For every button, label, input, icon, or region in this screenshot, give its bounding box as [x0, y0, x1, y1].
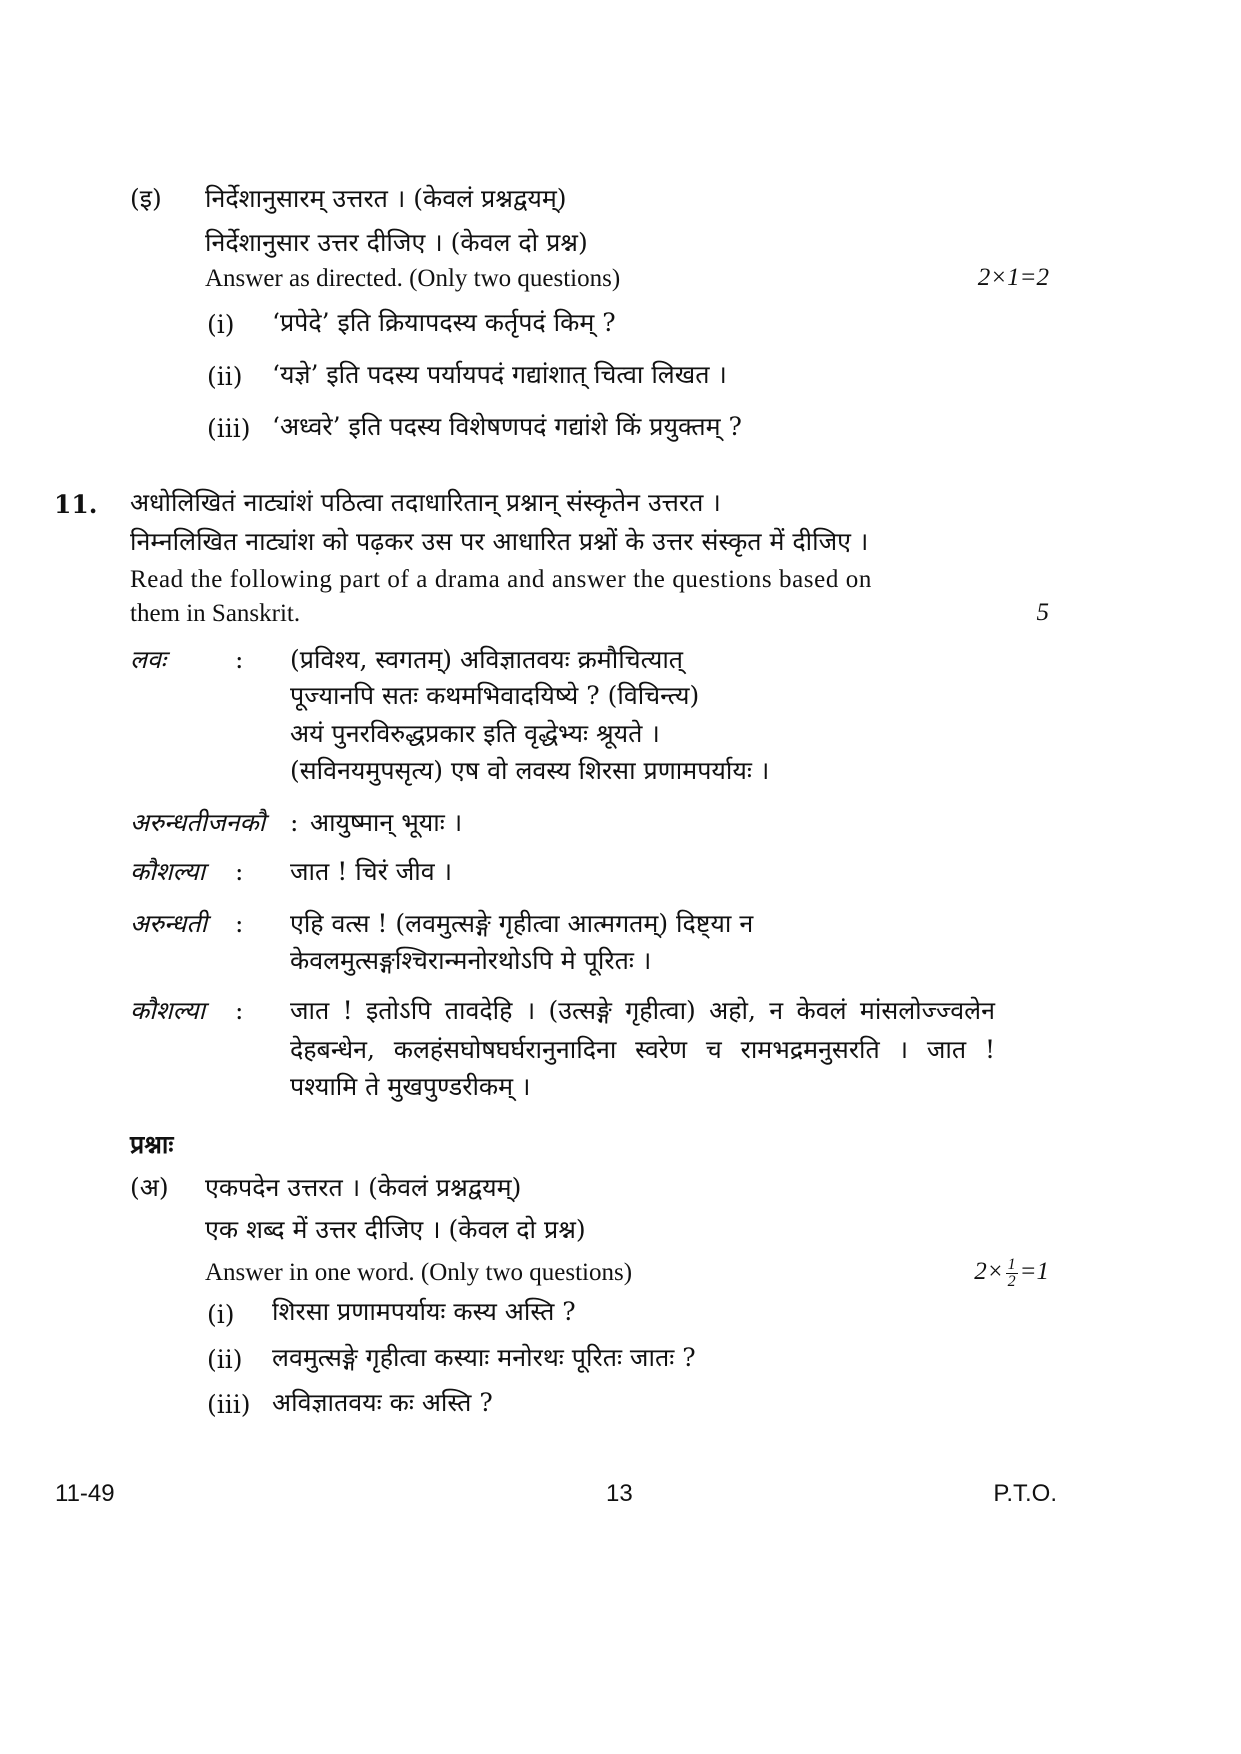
speaker-name: अरुन्धतीजनकौ: [130, 808, 266, 837]
q11-instruction-sanskrit: अधोलिखितं नाट्यांशं पठित्वा तदाधारितान् प्रश्नान् संस्कृतेन उत्तरत ।: [130, 488, 721, 517]
dialogue-line: पश्यामि ते मुखपुण्डरीकम् ।: [290, 1072, 531, 1101]
part-a-instruction-sanskrit: एकपदेन उत्तरत । (केवलं प्रश्नद्वयम्): [205, 1173, 522, 1202]
speaker-name: कौशल्या: [130, 857, 206, 886]
q10e-instruction-english: Answer as directed. (Only two questions): [205, 265, 621, 292]
q10e-instruction-hindi: निर्देशानुसार उत्तर दीजिए । (केवल दो प्रश्न): [205, 228, 588, 257]
dialogue-line: जात ! इतोऽपि तावदेहि । (उत्सङ्गे गृहीत्वा) अहो, न केवलं मांसलोज्ज्वलेन: [290, 996, 995, 1025]
dialogue-line: एहि वत्स ! (लवमुत्सङ्गे गृहीत्वा आत्मगतम्) दिष्ट्या न: [290, 909, 754, 938]
part-a-item-text: अविज्ञातवयः कः अस्ति ?: [272, 1388, 493, 1417]
q10e-item-text: ‘यज्ञे’ इति पदस्य पर्यायपदं गद्यांशात् चित्वा लिखत ।: [272, 360, 727, 389]
speaker-colon: :: [235, 857, 244, 886]
dialogue-line: आयुष्मान् भूयाः ।: [310, 808, 463, 837]
dialogue-line: केवलमुत्सङ्गश्चिरान्मनोरथोऽपि मे पूरितः ।: [290, 946, 652, 975]
part-a-instruction-hindi: एक शब्द में उत्तर दीजिए । (केवल दो प्रश्न): [205, 1215, 586, 1244]
q10e-instruction-sanskrit: निर्देशानुसारम् उत्तरत । (केवलं प्रश्नद्वयम्): [205, 184, 567, 213]
q10e-label: (इ): [130, 184, 162, 213]
fraction-numerator: 1: [1007, 1255, 1016, 1273]
speaker-colon: :: [235, 996, 244, 1025]
q10e-item-num: (ii): [207, 362, 243, 391]
pto-label: P.T.O.: [993, 1480, 1057, 1507]
q11-number: 11.: [54, 490, 98, 519]
marks-suffix: =1: [1019, 1258, 1049, 1285]
speaker-colon: :: [290, 808, 299, 837]
part-a-label: (अ): [130, 1173, 169, 1202]
dialogue-line: देहबन्धेन, कलहंसघोषघर्घरानुनादिना स्वरेण च रामभद्रमनुसरति । जात !: [290, 1035, 995, 1064]
dialogue-line: जात ! चिरं जीव ।: [290, 857, 453, 886]
q11-instruction-hindi: निम्नलिखित नाट्यांश को पढ़कर उस पर आधारित प्रश्नों के उत्तर संस्कृत में दीजिए ।: [130, 527, 869, 556]
page-number: 13: [606, 1480, 633, 1507]
dialogue-line: (प्रविश्य, स्वगतम्) अविज्ञातवयः क्रमौचित्यात्: [290, 645, 684, 674]
fraction-denominator: 2: [1007, 1272, 1016, 1290]
part-a-instruction-english: Answer in one word. (Only two questions): [205, 1259, 633, 1286]
q10e-item-text: ‘प्रपेदे’ इति क्रियापदस्य कर्तृपदं किम् ?: [272, 308, 616, 337]
speaker-name: कौशल्या: [130, 996, 206, 1025]
speaker-name: अरुन्धती: [130, 909, 208, 938]
marks-prefix: 2×: [974, 1258, 1004, 1285]
q10e-item-num: (iii): [207, 414, 251, 443]
paper-code: 11-49: [55, 1480, 115, 1507]
q11-instruction-english-1: Read the following part of a drama and answer the questions based on: [130, 566, 872, 593]
speaker-name: लवः: [130, 645, 166, 674]
part-a-item-text: शिरसा प्रणामपर्यायः कस्य अस्ति ?: [272, 1297, 576, 1326]
q10e-item-num: (i): [207, 310, 235, 339]
part-a-item-text: लवमुत्सङ्गे गृहीत्वा कस्याः मनोरथः पूरितः जातः ?: [272, 1343, 696, 1372]
q11-instruction-english-2: them in Sanskrit.: [130, 600, 301, 627]
marks-fraction: [1006, 1257, 1018, 1290]
q10e-item-text: ‘अध्वरे’ इति पदस्य विशेषणपदं गद्यांशे किं प्रयुक्तम् ?: [272, 412, 742, 441]
questions-heading: प्रश्नाः: [130, 1130, 174, 1159]
part-a-item-num: (i): [207, 1300, 235, 1329]
q10e-marks: 2×1=2: [977, 264, 1049, 291]
dialogue-line: (सविनयमुपसृत्य) एष वो लवस्य शिरसा प्रणामपर्यायः ।: [290, 756, 770, 785]
part-a-item-num: (ii): [207, 1345, 243, 1374]
q11-marks: 5: [1036, 599, 1049, 626]
dialogue-line: पूज्यानपि सतः कथमभिवादयिष्ये ? (विचिन्त्य): [290, 681, 700, 710]
dialogue-line: अयं पुनरविरुद्धप्रकार इति वृद्धेभ्यः श्रूयते ।: [290, 719, 660, 748]
speaker-colon: :: [235, 645, 244, 674]
part-a-item-num: (iii): [207, 1390, 251, 1419]
part-a-marks: [974, 1252, 1049, 1292]
speaker-colon: :: [235, 909, 244, 938]
